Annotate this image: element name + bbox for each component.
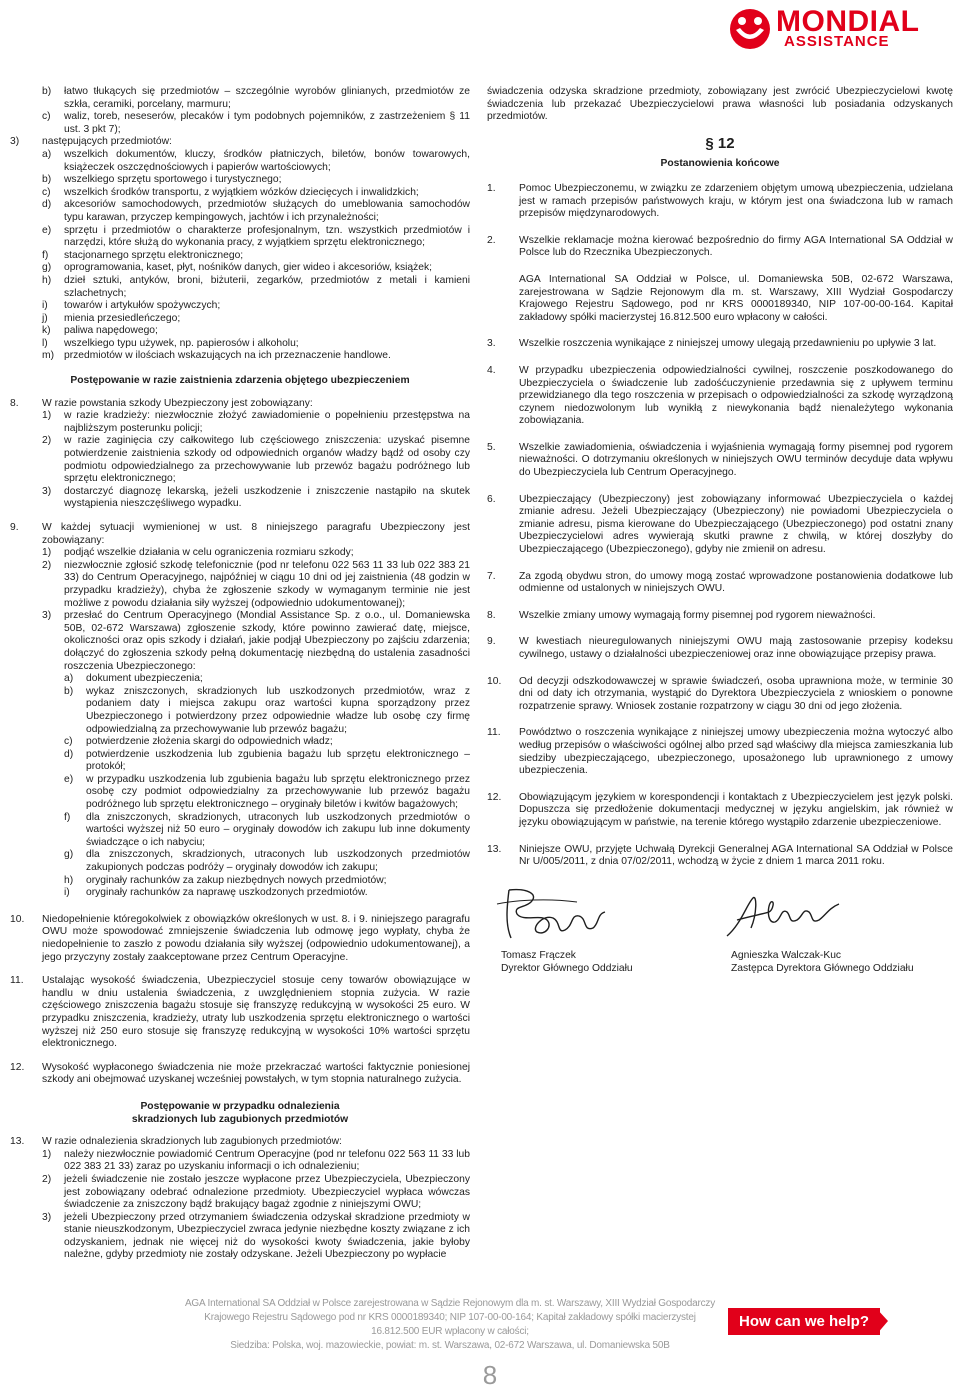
list-item: b) łatwo tłukących się przedmiotów – szczególnie wyrobów glinianych, przedmiotów ze szkła, ceramiki, porcelany, marmuru;: [42, 86, 470, 110]
list-item: 5. Wszelkie zawiadomienia, oświadczenia i wyjaśnienia wymagają formy pisemnej pod rygorem nieważności. O dotrzymaniu określonych w niniejszych OWU terminów decyduje data wpływu do Ubezpieczyciela lub Centrum Operacyjnego.: [487, 441, 953, 479]
paragraph-11: 11. Ustalając wysokość świadczenia, Ubezpieczyciel stosuje ceny towarów obowiązujące w handlu w dniu ustalenia świadczenia, z uwzględnieniem stopnia zużycia. W razie częściowego zniszczenia bagażu stosuje się franszyzę redukcyjną w wysokości 25 euro. W przypadku zniszczenia, kradzieży, utraty lub uszkodzenia sprzętu elektronicznego o wartości wyższej niż 250 euro stosuje się franszyzę redukcyjną w wysokości 10% wartości sprzętu elektronicznego.: [10, 975, 470, 1050]
list-item: AGA International SA Oddział w Polsce, ul. Domaniewska 50B, 02-672 Warszawa, zarejestrowana w Sądzie Rejonowym dla m. st. Warszawy, XIII Wydział Gospodarczy Krajowego Rejestru Sądowego, pod nr KRS 0000189340, NIP 107-00-00-164. Kapitał zakładowy spółki macierzystej 16.812.500 euro wpłacony w całości.: [519, 273, 953, 323]
list-item: a) wszelkich dokumentów, kluczy, środków płatniczych, biletów, bonów towarowych, książeczek oszczędnościowych i papierów wartościowych;: [42, 148, 470, 173]
list-item: 13. Niniejsze OWU, przyjęte Uchwałą Dyrekcji Generalnej AGA International SA Oddział w Polsce Nr U/005/2011, z dnia 07/02/2011, wchodzą w życie z dniem 1 marca 2011 roku.: [487, 843, 953, 868]
list-item: 3. Wszelkie roszczenia wynikające z niniejszej umowy ulegają przedawnieniu po upływie 3 lat.: [487, 338, 937, 350]
page-number: 8: [482, 1360, 498, 1390]
list-item: 3) dostarczyć diagnozę lekarską, jeżeli uszkodzenie i zniszczenie nastąpiło na skutek wystąpienia nieszczęśliwego wypadku.: [42, 485, 470, 510]
list-item: 1) w razie kradzieży: niezwłocznie złożyć zawiadomienie o popełnieniu przestępstwa na najbliższym posterunku policji;: [42, 410, 470, 434]
signature-block: [487, 884, 707, 975]
footer-line: Siedziba: Polska, woj. mazowieckie, powiat: m. st. Warszawa, 02-672 Warszawa, ul. Domaniewska 50B: [230, 1340, 670, 1351]
list-item: 3) jeżeli Ubezpieczony przed otrzymaniem świadczenia odzyskał skradzione przedmioty w stanie nieuszkodzonym, Ubezpieczyciel zwraca jedynie niezbędne koszty związane z ich odzyskaniem, jednak nie więcej niż do wysokości kwoty świadczenia, jakie byłoby należne, gdyby przedmioty nie zostały odzyskane. Jeżeli Ubezpieczony po wypłacie: [42, 1211, 470, 1261]
list-item: 6. Ubezpieczający (Ubezpieczony) jest zobowiązany informować Ubezpieczyciela o każdej zmianie adresu. Jeżeli Ubezpieczający (Ubezpieczony) nie powiadomi Ubezpieczyciela o zmianie adresu, pisma kierowane do Ubezpieczającego (Ubezpieczonego) pod ostatni znany Ubezpieczycielowi adres wywierają skutki prawne z chwilą, w której doszłyby do Ubezpieczającego (Ubezpieczonego), gdyby nie zmienił on adresu.: [487, 493, 953, 556]
handwritten-signature: [717, 884, 857, 948]
list-item: l) wszelkiego typu używek, np. papierosów i alkoholu;: [42, 337, 299, 349]
list-item: c) wszelkich środków transportu, z wyjątkiem wózków dziecięcych i inwalidzkich;: [42, 186, 419, 198]
list-item: i) towarów i artykułów spożywczych;: [42, 300, 221, 312]
continuation-text: świadczenia odzyska skradzione przedmioty, zobowiązany jest zwrócić Ubezpieczycielowi kwotę świadczenia lub przekazać Ubezpieczycielowi prawa własności lub posiadania odzyskanych przedmiotów.: [487, 86, 953, 123]
section-title: Postanowienia końcowe: [660, 158, 780, 170]
list-item: 3) przesłać do Centrum Operacyjnego (Mondial Assistance Sp. z o.o., ul. Domaniewska 50B, 02-672 Warszawa) zgłoszenie szkody, które powinno zawierać datę, miejsce, okoliczności oraz opis szkody i działań, jakie podjął Ubezpieczony po zajściu zdarzenia; dołączyć do zgłoszenia szkody pełną dokumentację niezbędną do ustalenia zasadności roszczenia Ubezpieczonego:: [42, 610, 470, 672]
list-item: 1. Pomoc Ubezpieczonemu, w związku ze zdarzeniem objętym umową ubezpieczenia, udzielana jest w ramach przepisów państwowych kraju, w którym jest ona świadczona lub w ramach przepisów międzynarodowych.: [487, 182, 953, 220]
list-item: 1) należy niezwłocznie powiadomić Centrum Operacyjne (pod nr telefonu 022 563 11 33 lub 022 383 21 33) zaraz po uzyskaniu informacji o ich odnalezieniu;: [42, 1148, 470, 1173]
list-item: e) sprzętu i przedmiotów o charakterze profesjonalnym, tzn. wszystkich przedmiotów i narzędzi, które służą do wykonania pracy, z wyjątkiem sprzętu elektronicznego;: [42, 224, 470, 249]
list-item: 2) niezwłocznie zgłosić szkodę telefonicznie (pod nr telefonu 022 563 11 33 lub 022 383 21 33) do Centrum Operacyjnego, najpóźniej w ciągu 10 dni od jej zaistnienia (48 godzin w przypadku kradzieży), chyba że zgłoszenie szkody w wymaganym terminie nie jest możliwe z powodu działania siły wyższej (odpowiednio udokumentowanej);: [42, 559, 470, 609]
list-item: 1) podjąć wszelkie działania w celu ograniczenia rozmiaru szkody;: [42, 547, 354, 559]
paragraph-8: 8. W razie powstania szkody Ubezpieczony jest zobowiązany:: [10, 397, 313, 409]
list-item: g) dla zniszczonych, skradzionych, utraconych lub uszkodzonych przedmiotów zakupionych podczas podróży – oryginały dowodów ich zakupu;: [64, 849, 470, 874]
section-heading: Postępowanie w przypadku odnalezienia skradzionych lub zagubionych przedmiotów: [131, 1100, 349, 1125]
list-item: 2. Wszelkie reklamacje można kierować bezpośrednio do firmy AGA International SA Oddział w Polsce lub do Rzecznika Ubezpieczonych.: [487, 234, 953, 259]
help-banner: How can we help?: [728, 1308, 880, 1335]
paragraph-12: 12. Wysokość wypłaconego świadczenia nie może przekraczać wartości faktycznie poniesionej szkody ani obejmować uzyskanej wcześniej powstałych, w tym stopnia naturalnego zużycia.: [10, 1061, 470, 1086]
section-number: § 12: [705, 134, 735, 152]
list-item: f) stacjonarnego sprzętu elektronicznego;: [42, 249, 244, 261]
list-item: 12. Obowiązującym językiem w korespondencji i kontaktach z Ubezpieczycielem jest język polski. Dopuszcza się przedłożenie dokumentacji medycznej w języku angielskim, jak również w języku obowiązującym w państwie, na terenie którego wystąpiło zdarzenie ubezpieczeniowe.: [487, 791, 953, 828]
list-item: 7. Za zgodą obydwu stron, do umowy mogą zostać wprowadzone postanowienia dodatkowe lub odmienne od ustalonych w niniejszych OWU.: [487, 570, 953, 595]
list-item: 3) następujących przedmiotów:: [10, 136, 172, 148]
footer-line: Krajowego Rejestru Sądowego pod nr KRS 0000189340; NIP 107-00-00-164; Kapitał zakładowy spółki macierzystej 16.812.500 EUR wpłacony w całości;: [204, 1312, 696, 1337]
help-banner-arrow: [876, 1308, 888, 1335]
list-item: 2) w razie zaginięcia czy całkowitego lub częściowego zniszczenia: uzyskać pisemne potwierdzenie zaistnienia szkody od odpowiednich organów władzy bądź od osoby czy podmiotu odpowiedzialnego za przechowywanie lub przewóz bagażu podróżnego lub sprzętu elektronicznego;: [42, 435, 470, 485]
signatory-name: Tomasz Frączek: [501, 950, 576, 961]
logo-brand-name: MONDIAL: [776, 5, 920, 38]
list-item: 9. W kwestiach nieuregulowanych niniejszymi OWU mają zastosowanie przepisy kodeksu cywilnego, ustawy o działalności ubezpieczeniowej oraz inne obowiązujące przepisy prawa.: [487, 636, 953, 660]
paragraph-13: 13. W razie odnalezienia skradzionych lub zagubionych przedmiotów:: [10, 1136, 342, 1148]
list-item: 8. Wszelkie zmiany umowy wymagają formy pisemnej pod rygorem nieważności.: [487, 609, 876, 621]
footer-line: AGA International SA Oddział w Polsce zarejestrowana w Sądzie Rejonowym dla m. st. Warszawy, XIII Wydział Gospodarczy: [184, 1298, 716, 1309]
list-item: a) dokument ubezpieczenia;: [64, 673, 203, 685]
list-item: e) w przypadku uszkodzenia lub zgubienia bagażu lub sprzętu elektronicznego przez osobę czy podmiot odpowiedzialny za przechowywanie lub przewóz bagażu podróżnego lub sprzętu elektronicznego – oryginały biletów i kwitów bagażowych;: [64, 773, 470, 811]
list-item: b) wszelkiego sprzętu sportowego i turystycznego;: [42, 174, 282, 186]
logo-subtitle: ASSISTANCE: [784, 33, 890, 50]
signatory-role: Dyrektor Głównego Oddziału: [501, 962, 633, 974]
list-item: c) potwierdzenie złożenia skargi do odpowiednich władz;: [64, 736, 333, 748]
list-item: d) akcesoriów samochodowych, przedmiotów służących do umeblowania samochodów typu karawan, przyczep kempingowych, jachtów i ich przynależności;: [42, 199, 470, 223]
paragraph-10: 10. Niedopełnienie któregokolwiek z obowiązków określonych w ust. 8. i 9. niniejszego paragrafu OWU może spowodować zmniejszenie świadczenia lub odmowę jego wypłaty, chyba że niedopełnienie to zaszło z powodu działania siły wyższej (odpowiednio udokumentowanej), a jego przyczyny zostały zaakceptowane przez Centrum Operacyjne.: [10, 913, 470, 963]
list-item: 2) jeżeli świadczenie nie zostało jeszcze wypłacone przez Ubezpieczyciela, Ubezpieczony jest zobowiązany odebrać odnalezione przedmioty. Ubezpieczyciel wypłaca wówczas świadczenie za zniszczony bądź brakujący bagaż zgodnie z niniejszymi OWU;: [42, 1173, 470, 1211]
list-item: 11. Powództwo o roszczenia wynikające z niniejszej umowy ubezpieczenia można wytoczyć albo według przepisów o właściwości ogólnej albo przed sąd właściwy dla miejsca zamieszkania lub siedziby ubezpieczającego, ubezpieczonego, uposażonego lub uprawnionego z umowy ubezpieczenia.: [487, 727, 953, 777]
list-item: 10. Od decyzji odszkodowawczej w sprawie świadczeń, osoba uprawniona może, w terminie 30 dni od daty ich otrzymania, wystąpić do Dyrektora Ubezpieczyciela z wnioskiem o ponowne rozpatrzenie sprawy. Wniosek zostanie rozpatrzony w ciągu 30 dni od jego złożenia.: [487, 675, 953, 712]
signatures: [487, 884, 953, 994]
list-item: i) oryginały rachunków za naprawę uszkodzonych przedmiotów.: [64, 887, 368, 899]
section-heading: Postępowanie w razie zaistnienia zdarzenia objętego ubezpieczeniem: [70, 375, 410, 387]
signatory-name: Agnieszka Walczak-Kuc: [731, 950, 842, 961]
paragraph-9: 9. W każdej sytuacji wymienionej w ust. 8 niniejszego paragrafu Ubezpieczony jest zobowiązany:: [10, 522, 470, 546]
list-item: 4. W przypadku ubezpieczenia odpowiedzialności cywilnej, roszczenie poszkodowanego do Ubezpieczyciela o świadczenie lub zadośćuczynienie przedawnia się z upływem terminu przewidzianego dla tego roszczenia w przepisach o odpowiedzialności za szkodę wyrządzoną czynem niedozwolonym lub wynikłą z niewykonania bądź nienależytego wykonania zobowiązania.: [487, 364, 953, 427]
signature-block: [717, 884, 937, 975]
list-item: b) wykaz zniszczonych, skradzionych lub uszkodzonych przedmiotów, wraz z podaniem daty i miejsca zakupu oraz wartości kupna sporządzony przez Ubezpieczonego i potwierdzony przez odpowiednie władze lub osobę czy firmę odpowiedzialną za przechowywanie lub przewóz bagażu;: [64, 685, 470, 735]
handwritten-signature: [487, 884, 627, 948]
list-item: m) przedmiotów w ilościach wskazujących na ich przeznaczenie handlowe.: [42, 350, 391, 362]
logo-people-icon: [728, 8, 772, 50]
list-item: h) oryginały rachunków za zakup niezbędnych nowych przedmiotów;: [64, 874, 387, 886]
right-column: [487, 86, 953, 869]
list-item: j) mienia przesiedleńczego;: [42, 312, 181, 324]
sublist-item3: [42, 149, 470, 363]
list-item: c) waliz, toreb, neseserów, plecaków i tym podobnych pojemników, z zastrzeżeniem § 11 ust. 3 pkt 7);: [42, 111, 470, 135]
list-item: f) dla zniszczonych, skradzionych, utraconych lub uszkodzonych przedmiotów o wartości wyższej niż 50 euro – oryginały dowodów ich zakupu lub inne dokumenty świadczące o ich nabyciu;: [64, 811, 470, 848]
list-item: d) potwierdzenie uszkodzenia lub zgubienia bagażu lub sprzętu elektronicznego – protokół;: [64, 748, 470, 773]
list-item: k) paliwa napędowego;: [42, 325, 158, 337]
signatory-role: Zastępca Dyrektora Głównego Oddziału: [731, 962, 914, 974]
left-column: [10, 86, 470, 1262]
list-item: h) dzieł sztuki, antyków, broni, biżuterii, zegarków, przedmiotów z metali i kamieni szlachetnych;: [42, 274, 470, 299]
footer-company-info: [180, 1297, 720, 1353]
list-item: g) oprogramowania, kaset, płyt, nośników danych, gier wideo i akcesoriów, książek;: [42, 262, 433, 274]
mondial-assistance-logo: [710, 0, 960, 56]
